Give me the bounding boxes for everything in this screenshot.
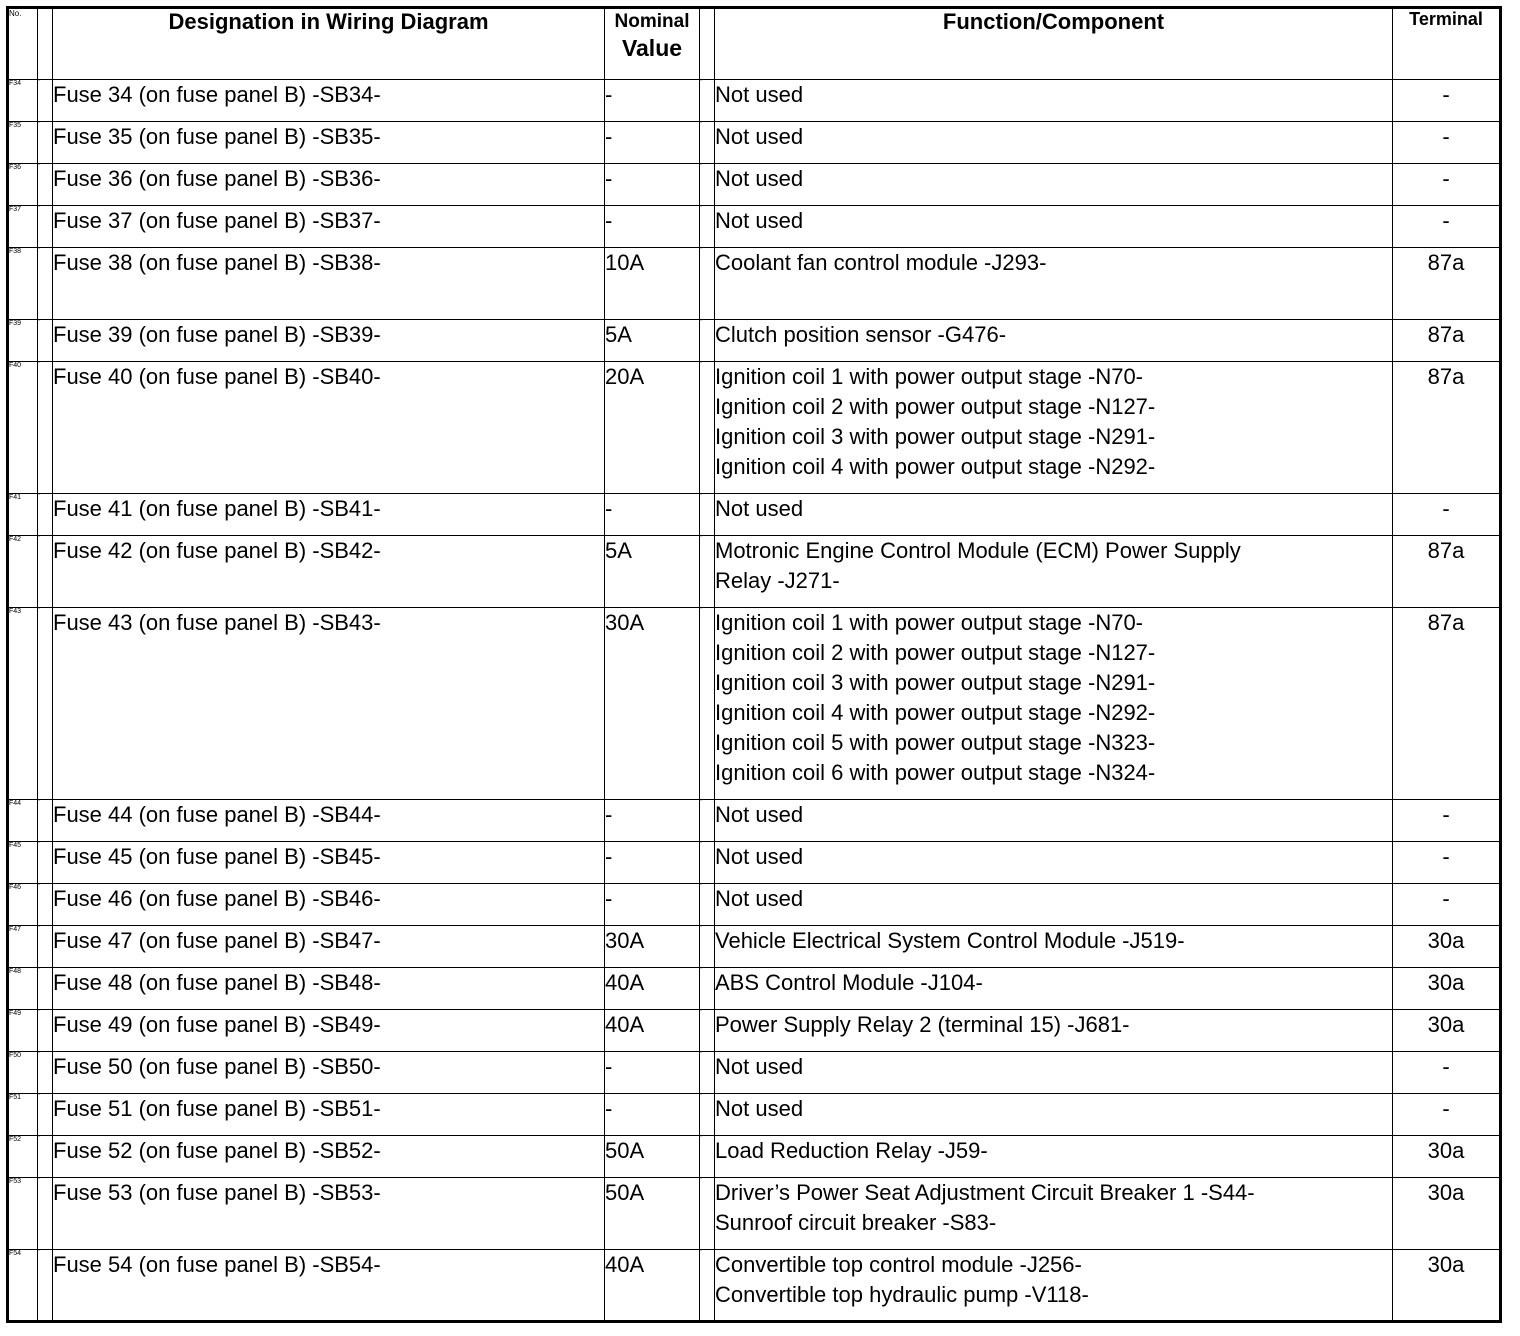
row-nominal-value: 5A	[605, 320, 700, 362]
row-terminal: -	[1393, 494, 1501, 536]
row-designation: Fuse 50 (on fuse panel B) -SB50-	[53, 1052, 605, 1094]
function-line: Not used	[715, 802, 804, 827]
function-line: Ignition coil 1 with power output stage -N70-	[715, 364, 1144, 389]
table-row	[8, 248, 1501, 320]
row-marker: ˙	[700, 884, 715, 926]
row-marker: ˙	[38, 1136, 53, 1178]
table-row	[8, 320, 1501, 362]
table-row	[8, 1250, 1501, 1322]
row-terminal: -	[1393, 1052, 1501, 1094]
row-nominal-value: -	[605, 1052, 700, 1094]
row-function	[715, 1010, 1393, 1052]
row-nominal-value: 50A	[605, 1178, 700, 1250]
row-number: F36	[8, 164, 38, 206]
header-spacer	[38, 8, 53, 80]
function-line: Ignition coil 3 with power output stage -N291-	[715, 670, 1156, 695]
row-terminal: -	[1393, 884, 1501, 926]
row-designation: Fuse 40 (on fuse panel B) -SB40-	[53, 362, 605, 494]
function-line: Not used	[715, 1054, 804, 1079]
row-function	[715, 884, 1393, 926]
table-row	[8, 80, 1501, 122]
row-designation: Fuse 54 (on fuse panel B) -SB54-	[53, 1250, 605, 1322]
function-line: Ignition coil 2 with power output stage -N127-	[715, 394, 1156, 419]
row-terminal: 87a	[1393, 248, 1501, 320]
row-marker: ˙	[700, 1094, 715, 1136]
row-marker: ˙	[38, 122, 53, 164]
function-line: Ignition coil 3 with power output stage -N291-	[715, 424, 1156, 449]
row-terminal: -	[1393, 80, 1501, 122]
row-marker: ˙	[700, 536, 715, 608]
row-marker: ˙	[38, 494, 53, 536]
row-marker: ˙	[38, 1010, 53, 1052]
row-marker: ˙	[700, 842, 715, 884]
row-marker: ˙	[700, 1052, 715, 1094]
row-nominal-value: -	[605, 884, 700, 926]
fuse-table	[6, 6, 1502, 1323]
row-nominal-value: -	[605, 164, 700, 206]
row-number: F39	[8, 320, 38, 362]
table-row	[8, 206, 1501, 248]
function-line: Not used	[715, 844, 804, 869]
row-nominal-value: 40A	[605, 1250, 700, 1322]
row-terminal: 30a	[1393, 1136, 1501, 1178]
row-terminal: 87a	[1393, 608, 1501, 800]
row-nominal-value: 10A	[605, 248, 700, 320]
fuse-rows	[8, 80, 1501, 1322]
header-designation: Designation in Wiring Diagram	[53, 8, 605, 80]
row-function	[715, 248, 1393, 320]
function-line: Clutch position sensor -G476-	[715, 322, 1007, 347]
row-nominal-value: 40A	[605, 968, 700, 1010]
row-terminal: 30a	[1393, 1178, 1501, 1250]
row-nominal-value: -	[605, 800, 700, 842]
header-function: Function/Component	[715, 8, 1393, 80]
row-terminal: -	[1393, 122, 1501, 164]
row-terminal: -	[1393, 164, 1501, 206]
header-row	[8, 8, 1501, 80]
row-function	[715, 494, 1393, 536]
row-function	[715, 362, 1393, 494]
row-marker: ˙	[38, 248, 53, 320]
row-number: F52	[8, 1136, 38, 1178]
row-number: F53	[8, 1178, 38, 1250]
row-function	[715, 1250, 1393, 1322]
row-number: F40	[8, 362, 38, 494]
row-marker: ˙	[38, 536, 53, 608]
row-terminal: 87a	[1393, 362, 1501, 494]
row-function	[715, 164, 1393, 206]
row-function	[715, 608, 1393, 800]
row-function	[715, 206, 1393, 248]
function-line: Not used	[715, 208, 804, 233]
function-line: Not used	[715, 82, 804, 107]
function-line: Ignition coil 1 with power output stage -N70-	[715, 610, 1144, 635]
row-number: F48	[8, 968, 38, 1010]
row-nominal-value: -	[605, 80, 700, 122]
row-marker: ˙	[38, 320, 53, 362]
row-designation: Fuse 41 (on fuse panel B) -SB41-	[53, 494, 605, 536]
row-designation: Fuse 48 (on fuse panel B) -SB48-	[53, 968, 605, 1010]
row-marker: ˙	[700, 164, 715, 206]
row-nominal-value: 20A	[605, 362, 700, 494]
function-line: Not used	[715, 166, 804, 191]
row-marker: ˙	[700, 362, 715, 494]
row-nominal-value: 30A	[605, 926, 700, 968]
row-function	[715, 800, 1393, 842]
row-marker: ˙	[700, 80, 715, 122]
row-designation: Fuse 34 (on fuse panel B) -SB34-	[53, 80, 605, 122]
function-line: Ignition coil 5 with power output stage -N323-	[715, 730, 1156, 755]
row-marker: ˙	[38, 800, 53, 842]
row-number: F49	[8, 1010, 38, 1052]
row-marker: ˙	[38, 80, 53, 122]
row-terminal: 87a	[1393, 320, 1501, 362]
row-designation: Fuse 49 (on fuse panel B) -SB49-	[53, 1010, 605, 1052]
row-number: F41	[8, 494, 38, 536]
row-marker: ˙	[700, 968, 715, 1010]
row-designation: Fuse 52 (on fuse panel B) -SB52-	[53, 1136, 605, 1178]
function-line: Sunroof circuit breaker -S83-	[715, 1210, 997, 1235]
row-terminal: 30a	[1393, 1010, 1501, 1052]
table-row	[8, 842, 1501, 884]
row-function	[715, 1136, 1393, 1178]
row-terminal: -	[1393, 800, 1501, 842]
row-designation: Fuse 42 (on fuse panel B) -SB42-	[53, 536, 605, 608]
row-marker: ˙	[38, 884, 53, 926]
row-terminal: 30a	[1393, 1250, 1501, 1322]
function-line: Not used	[715, 496, 804, 521]
row-marker: ˙	[700, 494, 715, 536]
row-marker: ˙	[38, 608, 53, 800]
row-marker: ˙	[38, 926, 53, 968]
row-designation: Fuse 45 (on fuse panel B) -SB45-	[53, 842, 605, 884]
row-marker: ˙	[38, 164, 53, 206]
row-designation: Fuse 38 (on fuse panel B) -SB38-	[53, 248, 605, 320]
row-marker: ˙	[700, 248, 715, 320]
table-row	[8, 1178, 1501, 1250]
row-nominal-value: -	[605, 206, 700, 248]
row-designation: Fuse 53 (on fuse panel B) -SB53-	[53, 1178, 605, 1250]
row-marker: ˙	[700, 320, 715, 362]
row-marker: ˙	[38, 1178, 53, 1250]
row-marker: ˙	[700, 608, 715, 800]
row-number: F51	[8, 1094, 38, 1136]
header-no: No.	[8, 8, 38, 80]
row-nominal-value: 30A	[605, 608, 700, 800]
table-row	[8, 800, 1501, 842]
row-nominal-value: -	[605, 1094, 700, 1136]
table-row	[8, 1052, 1501, 1094]
row-nominal-value: -	[605, 494, 700, 536]
function-line: Not used	[715, 1096, 804, 1121]
row-marker: ˙	[38, 362, 53, 494]
function-line: Ignition coil 2 with power output stage -N127-	[715, 640, 1156, 665]
table-row	[8, 362, 1501, 494]
row-number: F45	[8, 842, 38, 884]
row-number: F43	[8, 608, 38, 800]
row-number: F47	[8, 926, 38, 968]
row-function	[715, 926, 1393, 968]
table-row	[8, 164, 1501, 206]
row-designation: Fuse 43 (on fuse panel B) -SB43-	[53, 608, 605, 800]
row-designation: Fuse 51 (on fuse panel B) -SB51-	[53, 1094, 605, 1136]
row-nominal-value: -	[605, 842, 700, 884]
row-marker: ˙	[700, 122, 715, 164]
row-nominal-value: 40A	[605, 1010, 700, 1052]
table-row	[8, 968, 1501, 1010]
row-marker: ˙	[700, 1010, 715, 1052]
table-row	[8, 1010, 1501, 1052]
header-terminal: Terminal	[1393, 8, 1501, 80]
row-marker: ˙	[700, 1250, 715, 1322]
row-function	[715, 1178, 1393, 1250]
row-number: F34	[8, 80, 38, 122]
row-marker: ˙	[38, 1250, 53, 1322]
table-row	[8, 536, 1501, 608]
row-function	[715, 842, 1393, 884]
row-nominal-value: 50A	[605, 1136, 700, 1178]
row-marker: ˙	[700, 1136, 715, 1178]
fuse-table-sheet	[6, 6, 1502, 1323]
function-line: Vehicle Electrical System Control Module -J519-	[715, 928, 1185, 953]
row-function	[715, 1052, 1393, 1094]
table-row	[8, 608, 1501, 800]
row-designation: Fuse 46 (on fuse panel B) -SB46-	[53, 884, 605, 926]
row-marker: ˙	[700, 926, 715, 968]
row-function	[715, 968, 1393, 1010]
row-marker: ˙	[38, 968, 53, 1010]
row-marker: ˙	[38, 1052, 53, 1094]
row-terminal: 30a	[1393, 968, 1501, 1010]
row-terminal: 30a	[1393, 926, 1501, 968]
row-marker: ˙	[38, 842, 53, 884]
row-designation: Fuse 35 (on fuse panel B) -SB35-	[53, 122, 605, 164]
row-number: F37	[8, 206, 38, 248]
table-row	[8, 1094, 1501, 1136]
row-marker: ˙	[38, 1094, 53, 1136]
row-nominal-value: -	[605, 122, 700, 164]
row-designation: Fuse 44 (on fuse panel B) -SB44-	[53, 800, 605, 842]
row-number: F46	[8, 884, 38, 926]
row-function	[715, 122, 1393, 164]
table-row	[8, 884, 1501, 926]
row-marker: ˙	[700, 1178, 715, 1250]
row-designation: Fuse 36 (on fuse panel B) -SB36-	[53, 164, 605, 206]
row-designation: Fuse 39 (on fuse panel B) -SB39-	[53, 320, 605, 362]
function-line: Convertible top control module -J256-	[715, 1252, 1082, 1277]
row-function	[715, 536, 1393, 608]
row-terminal: 87a	[1393, 536, 1501, 608]
function-line: ABS Control Module -J104-	[715, 970, 983, 995]
row-number: F42	[8, 536, 38, 608]
row-terminal: -	[1393, 1094, 1501, 1136]
table-row	[8, 494, 1501, 536]
function-line: Convertible top hydraulic pump -V118-	[715, 1282, 1089, 1307]
function-line: Relay -J271-	[715, 568, 840, 593]
function-line: Ignition coil 4 with power output stage -N292-	[715, 700, 1156, 725]
table-row	[8, 122, 1501, 164]
row-number: F50	[8, 1052, 38, 1094]
row-number: F38	[8, 248, 38, 320]
row-marker: ˙	[38, 206, 53, 248]
row-number: F44	[8, 800, 38, 842]
row-terminal: -	[1393, 842, 1501, 884]
row-function	[715, 1094, 1393, 1136]
table-row	[8, 926, 1501, 968]
table-row	[8, 1136, 1501, 1178]
function-line: Ignition coil 4 with power output stage -N292-	[715, 454, 1156, 479]
header-nominal-value	[605, 8, 700, 80]
row-designation: Fuse 47 (on fuse panel B) -SB47-	[53, 926, 605, 968]
row-function	[715, 320, 1393, 362]
function-line: Not used	[715, 886, 804, 911]
row-marker: ˙	[700, 800, 715, 842]
function-line: Driver’s Power Seat Adjustment Circuit Breaker 1 -S44-	[715, 1180, 1255, 1205]
header-nominal-line2: Value	[621, 35, 683, 61]
row-number: F54	[8, 1250, 38, 1322]
row-number: F35	[8, 122, 38, 164]
row-function	[715, 80, 1393, 122]
function-line: Coolant fan control module -J293-	[715, 250, 1047, 275]
function-line: Ignition coil 6 with power output stage -N324-	[715, 760, 1156, 785]
function-line: Not used	[715, 124, 804, 149]
row-nominal-value: 5A	[605, 536, 700, 608]
function-line: Motronic Engine Control Module (ECM) Power Supply	[715, 538, 1241, 563]
function-line: Load Reduction Relay -J59-	[715, 1138, 988, 1163]
row-designation: Fuse 37 (on fuse panel B) -SB37-	[53, 206, 605, 248]
header-nominal-line1: Nominal	[614, 11, 690, 32]
row-terminal: -	[1393, 206, 1501, 248]
header-spacer-2	[700, 8, 715, 80]
function-line: Power Supply Relay 2 (terminal 15) -J681-	[715, 1012, 1130, 1037]
row-marker: ˙	[700, 206, 715, 248]
